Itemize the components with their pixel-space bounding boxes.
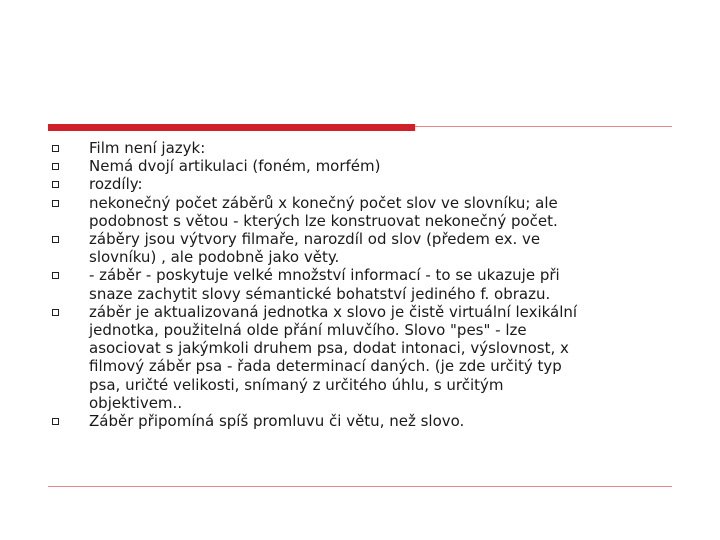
bottom-divider-line xyxy=(48,486,672,487)
top-divider-line xyxy=(48,126,672,127)
square-bullet-icon xyxy=(52,236,59,243)
square-bullet-icon xyxy=(52,272,59,279)
square-bullet-icon xyxy=(52,181,59,188)
list-item-text: záběr je aktualizovaná jednotka x slovo je čistě virtuální lexikální jednotka, použitelná olde přání mluvčího. Slovo "pes" - lze asociovat s jakýmkoli druhem psa, dodat intonaci, výslovnost, x filmový záběr psa - řada determinací daných. (je zde určitý typ psa, uričté velikosti, snímaný z určitého úhlu, s určitým objektivem.. xyxy=(89,302,578,412)
list-item-text: Film není jazyk: xyxy=(89,139,206,157)
list-item-text: Nemá dvojí artikulaci (foném, morfém) xyxy=(89,157,381,176)
list-item xyxy=(52,157,672,175)
list-item-text: nekonečný počet záběrů x konečný počet slov ve slovníku; ale podobnost s větou - kterých lze konstruovat nekonečný počet. xyxy=(89,193,558,230)
bullet-list xyxy=(52,139,672,430)
square-bullet-icon xyxy=(52,200,59,207)
list-item xyxy=(52,230,672,266)
square-bullet-icon xyxy=(52,309,59,316)
list-item xyxy=(52,175,672,193)
list-item-text: záběry jsou výtvory filmaře, narozdíl od slov (předem ex. ve slovníku) , ale podobně jako věty. xyxy=(89,230,541,267)
list-item xyxy=(52,303,672,412)
list-item xyxy=(52,266,672,302)
list-item-text: rozdíly: xyxy=(89,175,143,194)
square-bullet-icon xyxy=(52,163,59,170)
list-item xyxy=(52,412,672,430)
square-bullet-icon xyxy=(52,418,59,425)
list-item-text: Záběr připomíná spíš promluvu či větu, než slovo. xyxy=(89,412,465,431)
list-item-text: - záběr - poskytuje velké množství informací - to se ukazuje při snaze zachytit slovy sémantické bohatství jediného f. obrazu. xyxy=(89,266,560,303)
square-bullet-icon xyxy=(52,145,59,152)
list-item xyxy=(52,139,672,157)
list-item xyxy=(52,194,672,230)
